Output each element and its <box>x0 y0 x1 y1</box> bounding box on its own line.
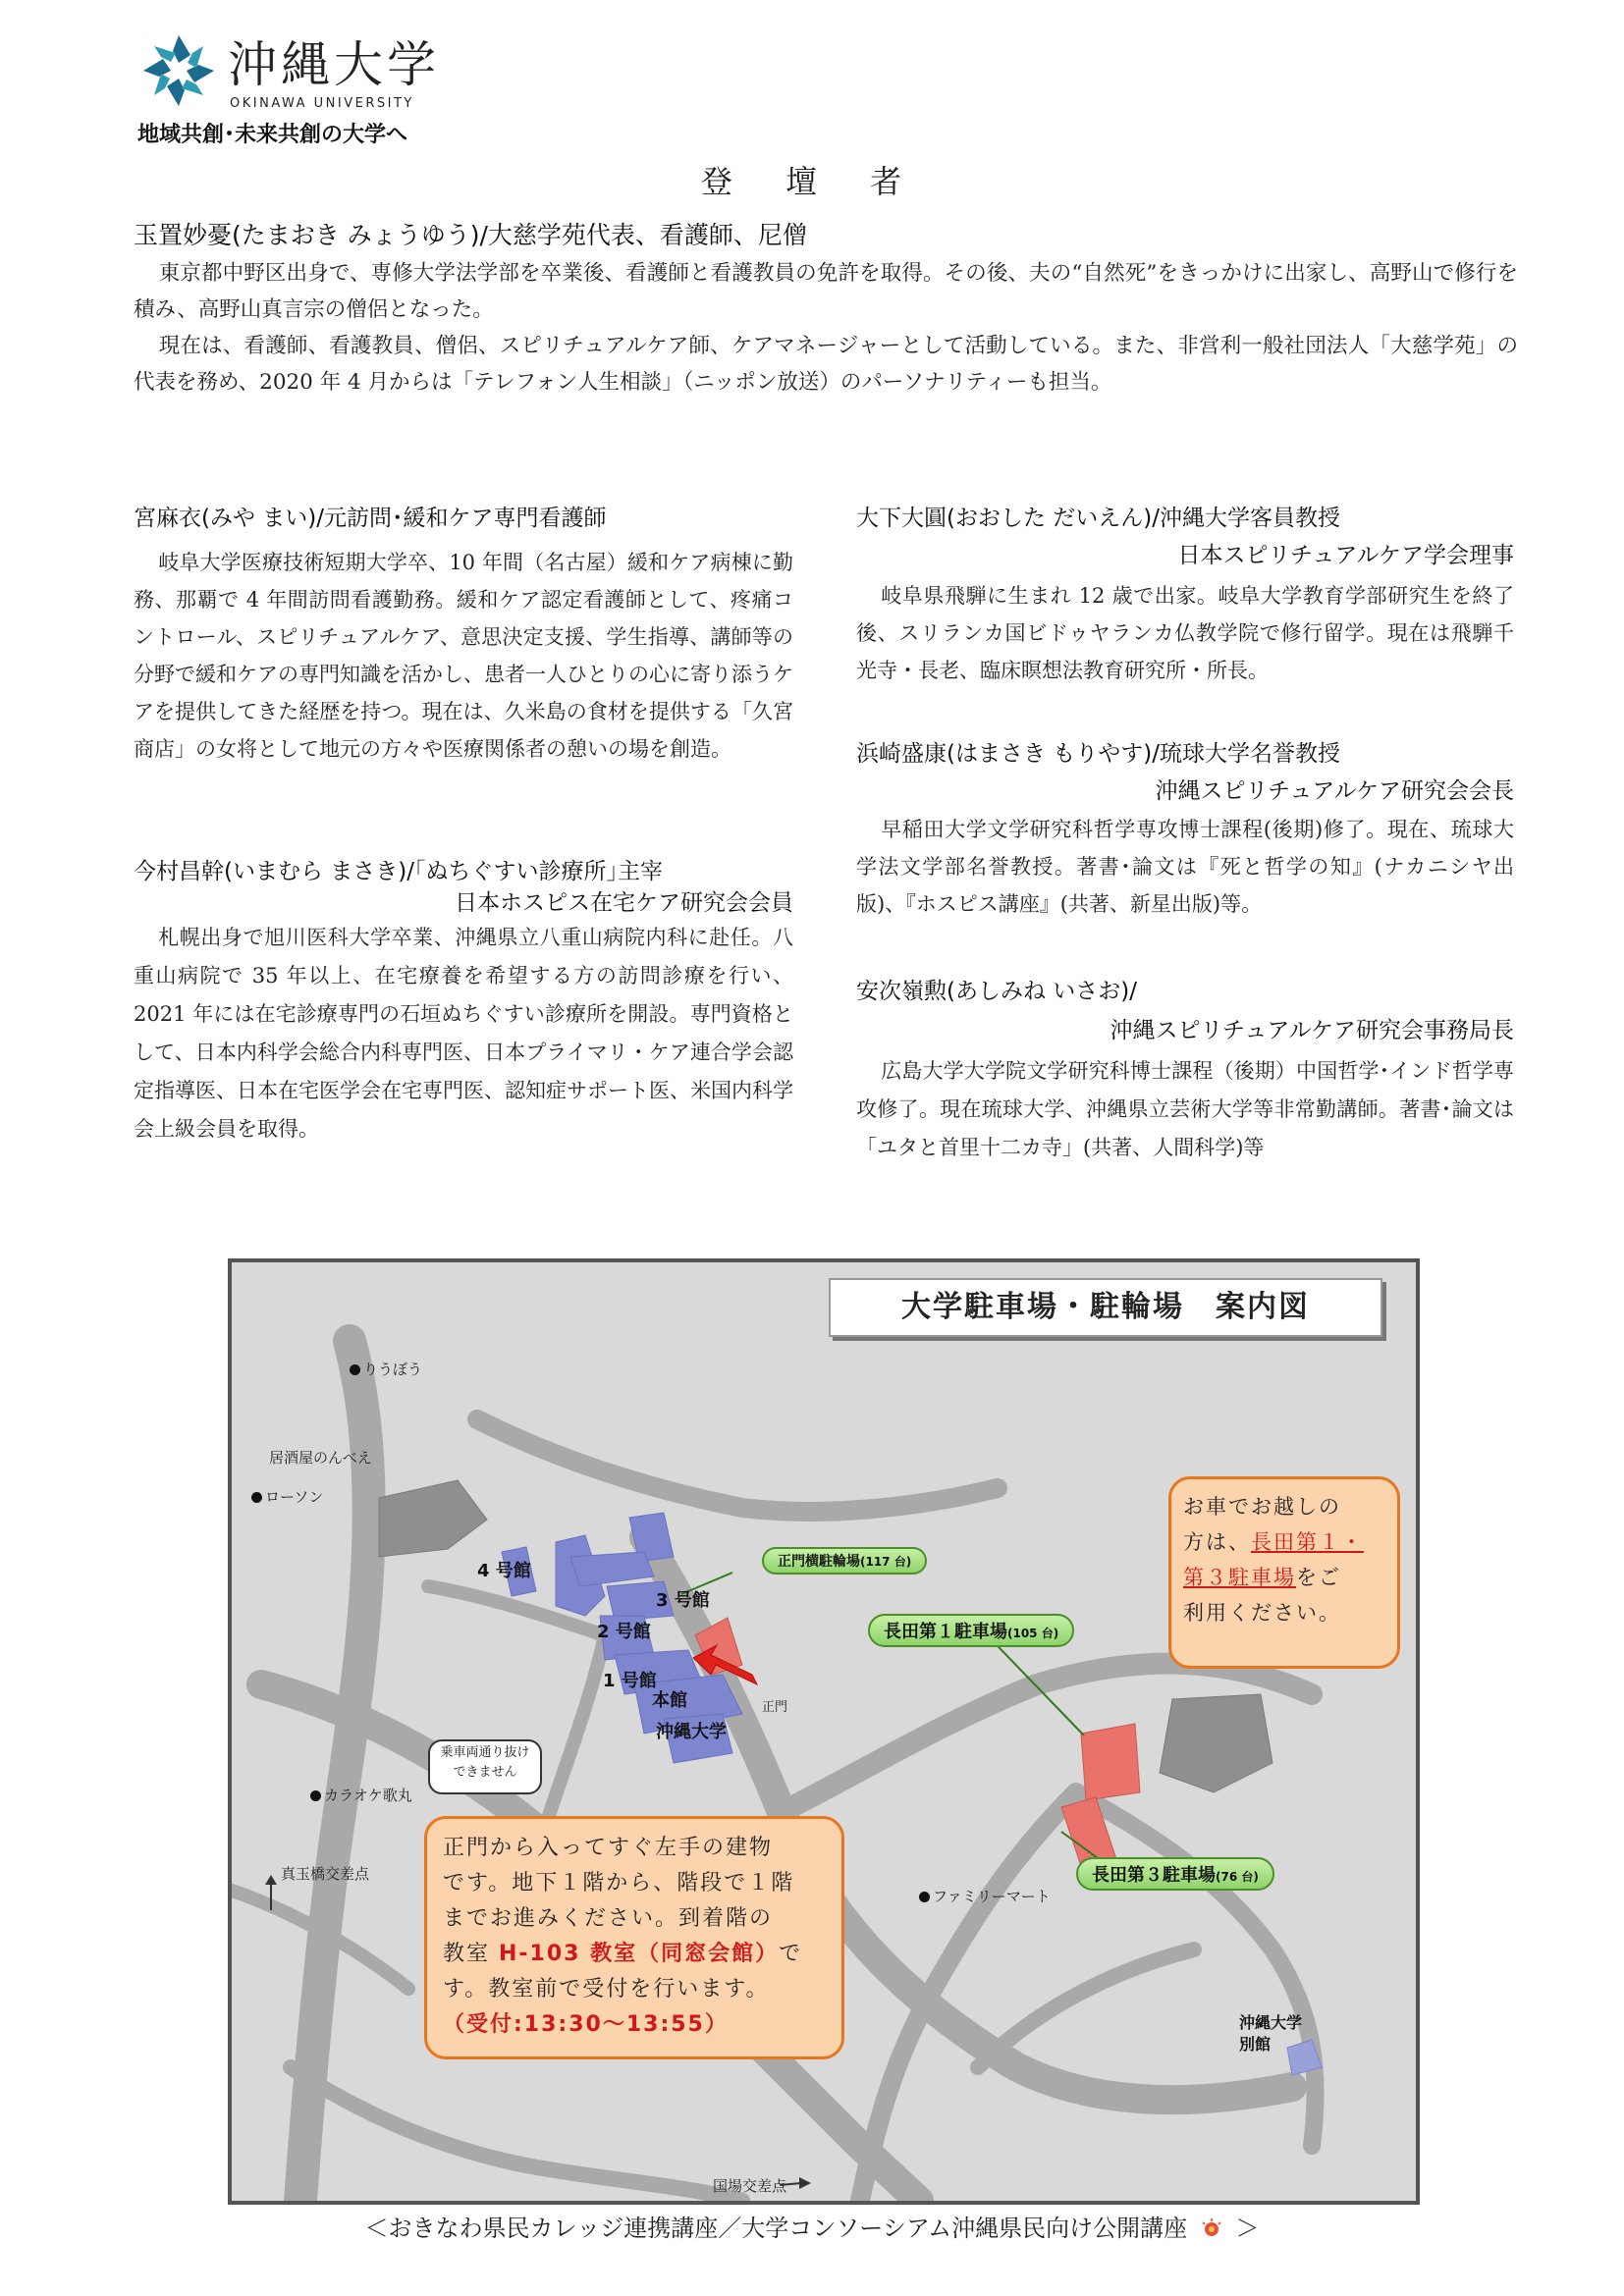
university-logo-text: 沖縄大学 <box>228 36 440 93</box>
callout-car-parking: お車でお越しの 方は、長田第１・ 第３駐車場をご 利用ください。 <box>1168 1476 1400 1669</box>
footer-note: ＜おきなわ県民カレッジ連携講座／大学コンソーシアム沖縄県民向け公開講座 ＞ <box>364 2215 1260 2242</box>
speaker-bio: 現在は、看護師、看護教員、僧侶、スピリチュアルケア師、ケアマネージャーとして活動している。また、非営利一般社団法人「大慈学苑」の代表を務め、2020 年 4 月からは「テレフォン人生相談」（ニッポン放送）のパーソナリティーも担当。 <box>134 334 1518 395</box>
poi-izakaya: 居酒屋のんべえ <box>269 1449 372 1467</box>
map-title: 大学駐車場・駐輪場 案内図 <box>829 1278 1382 1337</box>
speaker-ashimine <box>856 976 1514 1167</box>
location-dot-icon <box>350 1364 360 1375</box>
poi-familymart: ファミリーマート <box>919 1886 1051 1906</box>
speaker-name: 大下大圓(おおした だいえん)/沖縄大学客員教授 <box>856 506 1341 531</box>
building-annex: 沖縄大学 別館 <box>1239 2013 1303 2054</box>
speaker-miya <box>134 503 793 768</box>
speaker-name: 今村昌幹(いまむら まさき)/｢ぬちぐすい診療所｣主宰 <box>134 859 664 884</box>
speaker-name: 浜崎盛康(はまさき もりやす)/琉球大学名誉教授 <box>856 741 1341 767</box>
building-4: 4 号館 <box>477 1561 531 1581</box>
poi-ryubo: りうぼう <box>350 1359 422 1379</box>
speaker-tamaoki <box>134 220 1518 400</box>
speaker-name: 宮麻衣(みや まい)/元訪問･緩和ケア専門看護師 <box>134 506 607 531</box>
page-heading: 登 壇 者 <box>700 163 924 200</box>
college-mark-icon <box>1199 2216 1224 2242</box>
parking-label-nagata-3: 長田第３駐車場(76 台) <box>1076 1857 1274 1891</box>
main-gate-label: 正門 <box>762 1700 788 1715</box>
poi-kokuba-intersection: 国場交差点 <box>713 2177 787 2195</box>
building-1: 1 号館 <box>603 1671 657 1691</box>
speaker-imamura <box>134 856 793 1148</box>
speaker-bio: 早稲田大学文学研究科哲学専攻博士課程(後期)修了。現在、琉球大学法文学部名誉教授。著書･論文は『死と哲学の知』(ナカニシヤ出版)、『ホスピス講座』(共著、新星出版)等。 <box>856 818 1514 916</box>
speaker-role: 日本ホスピス在宅ケア研究会会員 <box>455 890 793 916</box>
location-dot-icon <box>251 1492 262 1503</box>
tagline: 地域共創･未来共創の大学へ <box>137 123 408 147</box>
university-logo-mark <box>137 29 220 112</box>
speaker-name: 玉置妙憂(たまおき みょうゆう)/大慈学苑代表、看護師、尼僧 <box>134 221 807 249</box>
speaker-bio: 岐阜県飛騨に生まれ 12 歳で出家。岐阜大学教育学部研究生を終了後、スリランカ国ビドゥヤランカ仏教学院で修行留学。現在は飛騨千光寺・長老、臨床瞑想法教育研究所・所長。 <box>856 584 1514 682</box>
university-logo-english: OKINAWA UNIVERSITY <box>230 96 414 111</box>
parking-label-seimon: 正門横駐輪場(117 台) <box>762 1547 927 1575</box>
speaker-bio: 東京都中野区出身で、専修大学法学部を卒業後、看護師と看護教員の免許を取得。その後、夫の“自然死”をきっかけに出家し、高野山で修行を積み、高野山真言宗の僧侶となった。 <box>134 261 1518 322</box>
speaker-bio: 広島大学大学院文学研究科博士課程（後期）中国哲学･インド哲学専攻修了。現在琉球大学、沖縄県立芸術大学等非常勤講師。著書･論文は「ユタと首里十二カ寺」(共著、人間科学)等 <box>856 1059 1514 1159</box>
building-2: 2 号館 <box>597 1622 651 1642</box>
speaker-name: 安次嶺勲(あしみね いさお)/ <box>856 979 1138 1004</box>
building-university: 沖縄大学 <box>656 1722 727 1742</box>
speaker-role: 沖縄スピリチュアルケア研究会事務局長 <box>1110 1018 1514 1043</box>
speaker-bio: 札幌出身で旭川医科大学卒業、沖縄県立八重山病院内科に赴任。八重山病院で 35 年以上、在宅療養を希望する方の訪問診療を行い、2021 年には在宅診療専門の石垣ぬちぐすい診療所を開設。専門資格として、日本内科学会総合内科専門医、日本プライマリ・ケア連合学会認定指導医、日本在宅医学会在宅専門医、認知症サポート医、米国内科学会上級会員を取得。 <box>134 926 793 1141</box>
speaker-hamasaki <box>856 738 1514 923</box>
building-honkan: 本館 <box>652 1690 687 1711</box>
location-dot-icon <box>310 1790 321 1801</box>
parking-map <box>228 1258 1420 2205</box>
poi-matama-intersection: 真玉橋交差点 <box>281 1865 370 1883</box>
building-3: 3 号館 <box>656 1590 710 1611</box>
map-roads <box>232 1262 1416 2201</box>
parking-label-nagata-1: 長田第１駐車場(105 台) <box>868 1614 1074 1647</box>
speaker-oshita <box>856 503 1514 689</box>
location-dot-icon <box>919 1892 930 1902</box>
callout-venue-info: 正門から入ってすぐ左手の建物 です。地下１階から、階段で１階 までお進みください。到着階の 教室 H-103 教室（同窓会館）で す。教室前で受付を行います。 （受付:13:30～13:55） <box>424 1816 844 2059</box>
speaker-role: 沖縄スピリチュアルケア研究会会長 <box>1155 778 1514 804</box>
speaker-role: 日本スピリチュアルケア学会理事 <box>1177 543 1514 568</box>
poi-lawson: ローソン <box>251 1486 323 1507</box>
no-through-sign: 乗車両通り抜け できません <box>428 1739 542 1794</box>
poi-karaoke: カラオケ歌丸 <box>310 1785 412 1805</box>
speaker-bio: 岐阜大学医療技術短期大学卒、10 年間（名古屋）緩和ケア病棟に勤務、那覇で 4 年間訪問看護勤務。緩和ケア認定看護師として、疼痛コントロール、スピリチュアルケア、意思決定支援、学生指導、講師等の分野で緩和ケアの専門知識を活かし、患者一人ひとりの心に寄り添うケアを提供してきた経歴を持つ。現在は、久米島の食材を提供する「久宮商店」の女将として地元の方々や医療関係者の憩いの場を創造。 <box>134 551 793 761</box>
